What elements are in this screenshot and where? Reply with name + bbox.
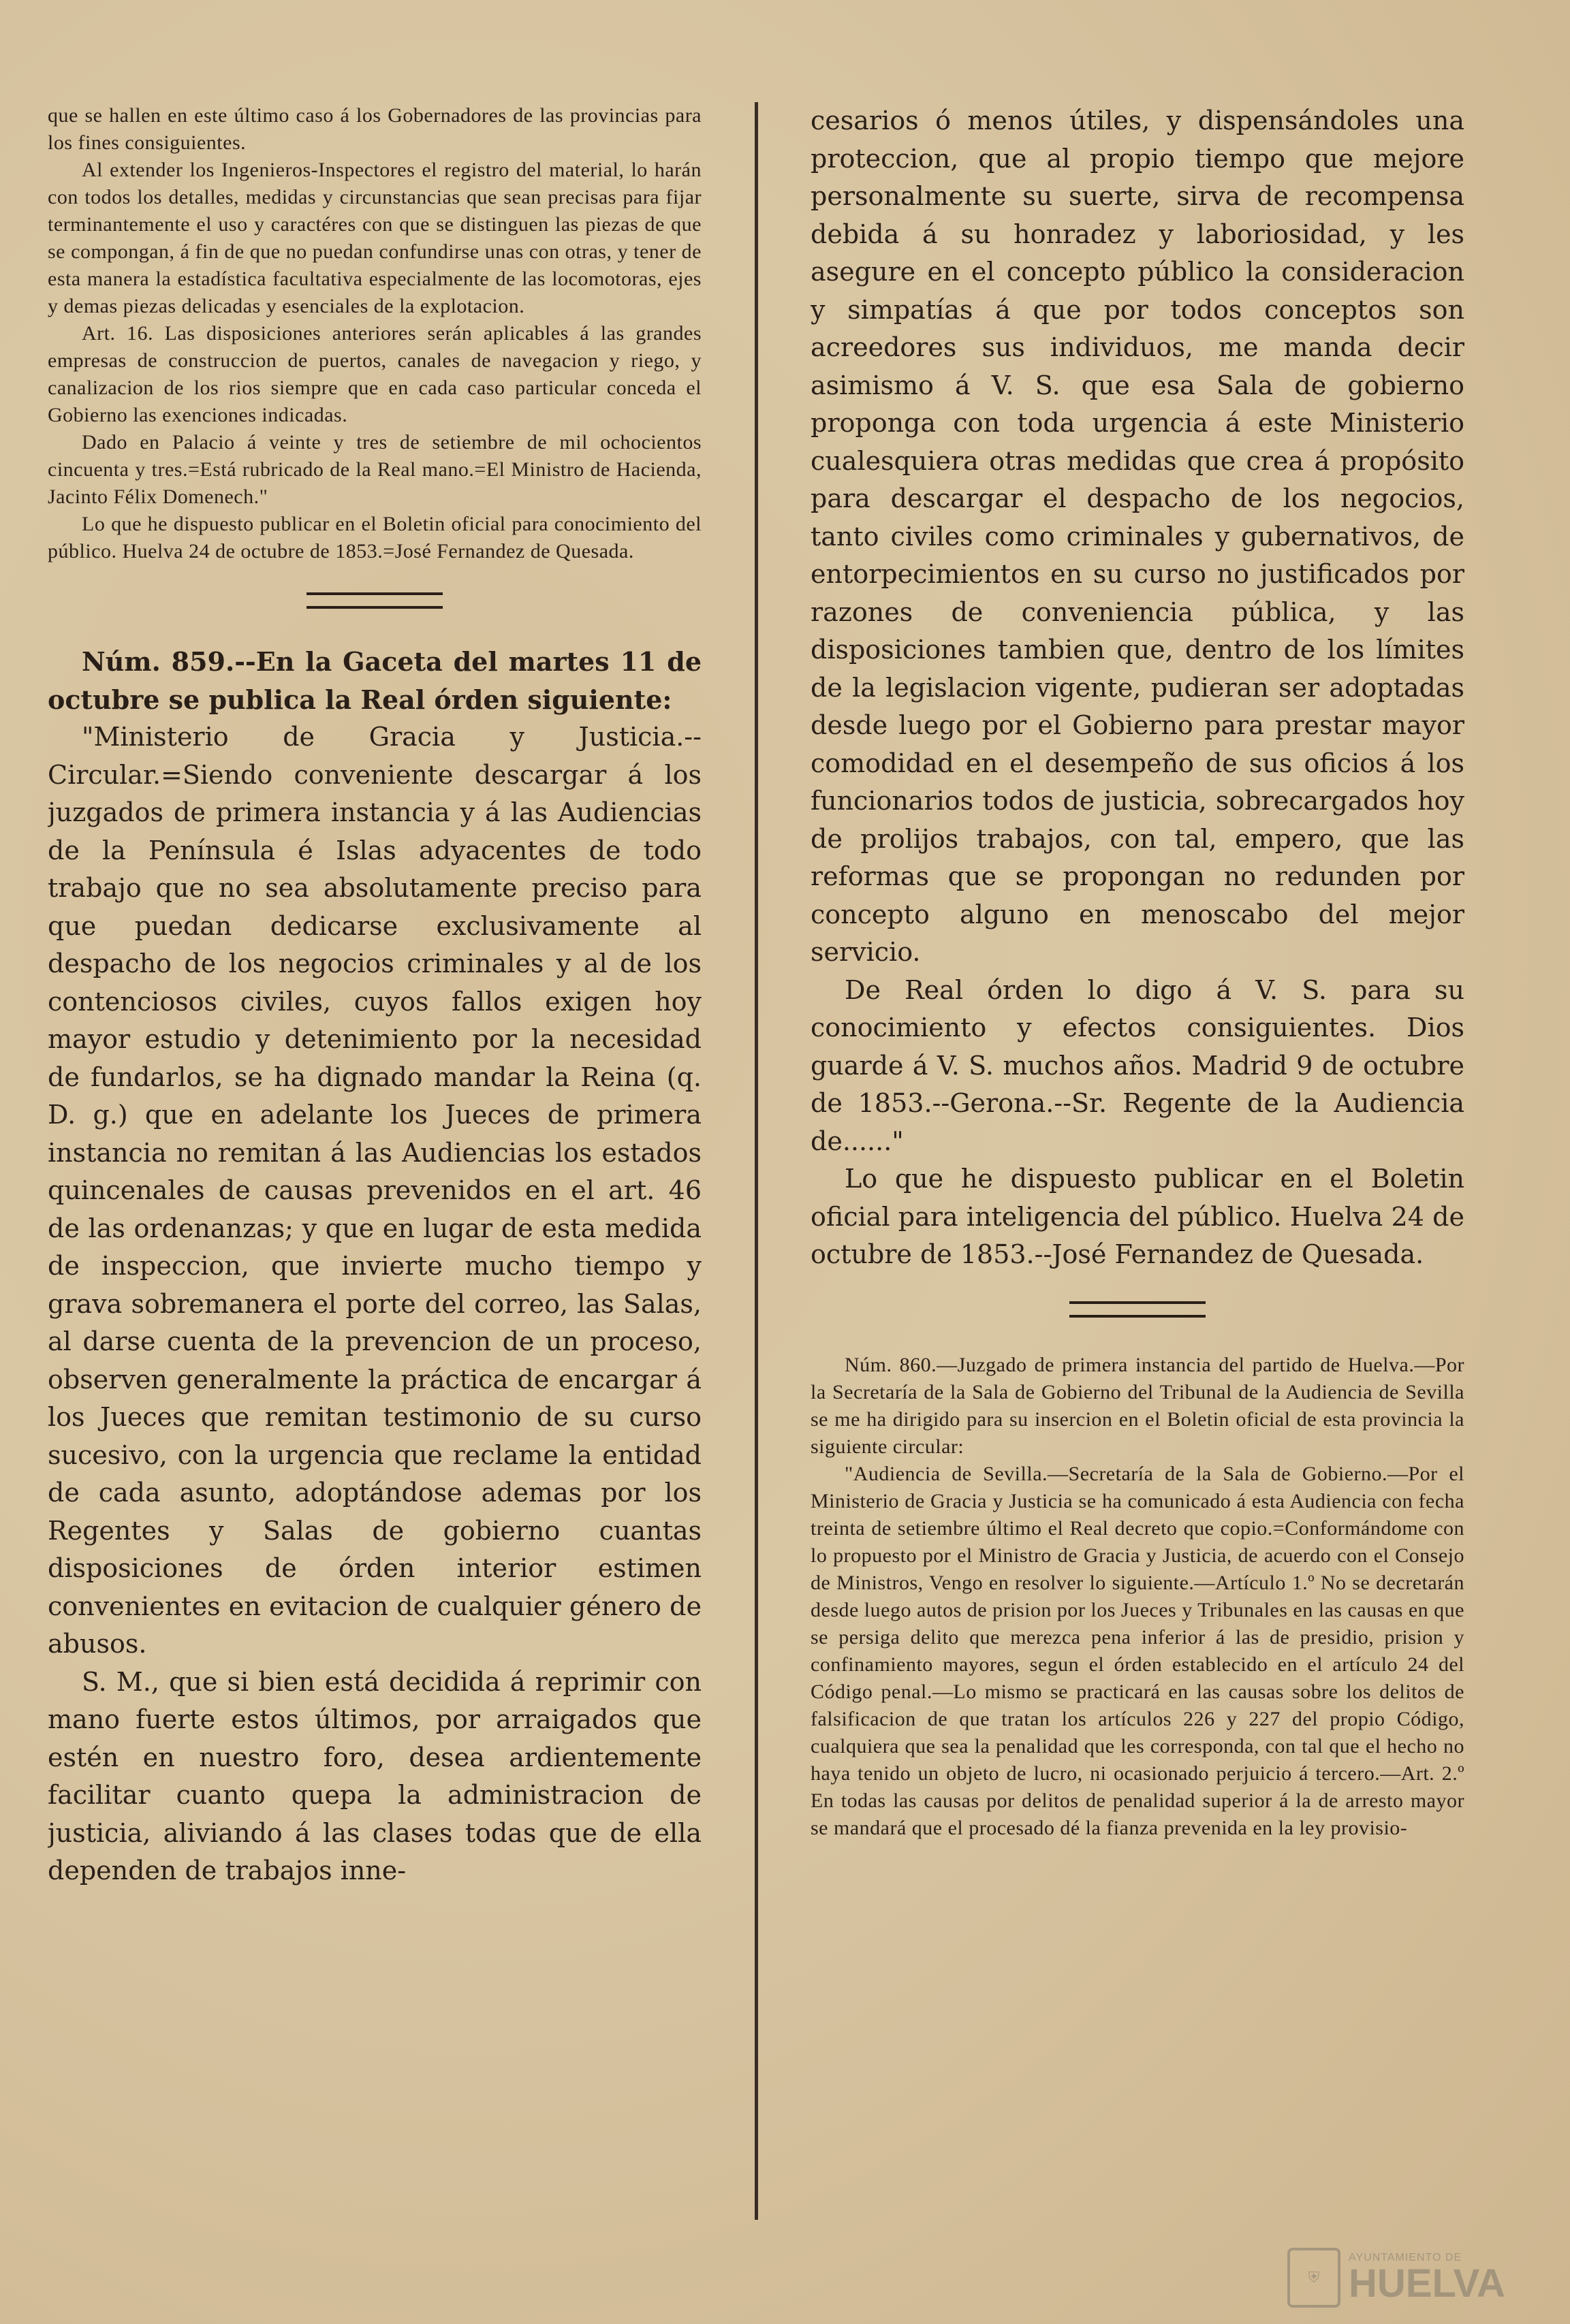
section-divider-rule bbox=[307, 592, 443, 609]
city-crest-icon: ⛨ bbox=[1287, 2248, 1340, 2308]
right-royal-order: De Real órden lo digo á V. S. para su conocimiento y efectos consiguientes. Dios guarde á V. S. muchos años. Madrid 9 de octubre de 1853.--Gerona.--Sr. Regente de la Audiencia de......" bbox=[811, 974, 1464, 1156]
notice-859-circular: "Ministerio de Gracia y Justicia.--Circular.=Siendo conveniente descargar á los juzgados de primera instancia y á las Audiencias de la Península é Islas adyacentes de todo trabajo que no sea absolutamente preciso para que puedan dedicarse exclusivamente al despacho de los negocios criminales y al de los contenciosos civiles, cuyos fallos exigen hoy mayor estudio y detenimiento por la necesidad de fundarlos, se ha dignado mandar la Reina (q. D. g.) que en adelante los Jueces de primera instancia no remitan á las Audiencias los estados quincenales de causas prevenidos en el art. 46 de las ordenanzas; y que en lugar de esta medida de inspeccion, que invierte mucho tiempo y grava sobremanera el porte del correo, las Salas, al darse cuenta de la prevencion de un proceso, observen generalmente la práctica de encargar á los Jueces que remitan testimonio de su curso sucesivo, con la urgencia que reclame la entidad de cada asunto, adoptándose ademas por los Regentes y Salas de gobierno cuantas disposiciones de órden interior estimen convenientes en evitacion de cualquier género de abusos. bbox=[48, 722, 702, 1659]
column-divider bbox=[755, 102, 758, 2220]
left-dated-signature: Dado en Palacio á veinte y tres de setiembre de mil ochocientos cincuenta y tres.=Está rubricado de la Real mano.=El Ministro de Hacienda, Jacinto Félix Domenech." bbox=[48, 431, 702, 508]
archive-watermark bbox=[1287, 2247, 1505, 2308]
notice-860-heading: Núm. 860.—Juzgado de primera instancia del partido de Huelva.—Por la Secretaría de la Sala de Gobierno del Tribunal de la Audiencia de Sevilla se me ha dirigido para su insercion en el Boletin oficial de esta provincia la siguiente circular: bbox=[811, 1353, 1464, 1458]
right-column bbox=[811, 102, 1464, 1842]
right-paragraph-1: cesarios ó menos útiles, y dispensándoles una proteccion, que al propio tiempo que mejore personalmente su suerte, sirva de recompensa debida á su honradez y laboriosidad, y les asegure en el concepto público la consideracion y simpatías á que por todos conceptos son acreedores sus individuos, me manda decir asimismo á V. S. que esa Sala de gobierno proponga con toda urgencia á este Ministerio cualesquiera otras medidas que crea á propósito para descargar el despacho de los negocios, tanto civiles como criminales y gubernativos, de entorpecimientos en su curso no justificados por razones de conveniencia pública, y las disposiciones tambien que, dentro de los límites de la legislacion vigente, pudieran ser adoptadas desde luego por el Gobierno para prestar mayor comodidad en el desempeño de sus oficios á los funcionarios todos de justicia, sobrecargados hoy de prolijos trabajos, con tal, empero, que las reformas que se propongan no redunden por concepto alguno en menoscabo del mejor servicio. bbox=[811, 106, 1464, 967]
left-publication-note: Lo que he dispuesto publicar en el Boletin oficial para conocimiento del público. Huelva 24 de octubre de 1853.=José Fernandez de Quesada. bbox=[48, 513, 702, 562]
watermark-text bbox=[1349, 2252, 1505, 2304]
left-paragraph-1: que se hallen en este último caso á los Gobernadores de las provincias para los fines consiguientes. bbox=[48, 104, 702, 154]
watermark-label: AYUNTAMIENTO DE bbox=[1349, 2252, 1462, 2263]
notice-860-circular: "Audiencia de Sevilla.—Secretaría de la Sala de Gobierno.—Por el Ministerio de Gracia y Justicia se ha comunicado á esta Audiencia con fecha treinta de setiembre último el Real decreto que copio.=Conformándome con lo propuesto por el Ministro de Gracia y Justicia, de acuerdo con el Consejo de Ministros, Vengo en resolver lo siguiente.—Artículo 1.º No se decretarán desde luego autos de prision por los Jueces y Tribunales en las causas en que se persiga delito que merezca pena inferior á las de presidio, prision y confinamiento mayores, segun el órden establecido en el artículo 24 del Código penal.—Lo mismo se practicará en las causas sobre los delitos de falsificacion de que tratan los artículos 226 y 227 del propio Código, cualquiera que sea la penalidad que les corresponda, con tal que el hecho no haya tenido un objeto de lucro, ni ocasionado perjuicio á tercero.—Art. 2.º En todas las causas por delitos de penalidad superior á la de arresto mayor se mandará que el procesado dé la fianza prevenida en la ley provisio- bbox=[811, 1462, 1464, 1839]
left-paragraph-2: Al extender los Ingenieros-Inspectores el registro del material, lo harán con todos los detalles, medidas y circunstancias que sean precisas para fijar terminantemente el uso y caractéres con que se distinguen las piezas de que se compongan, á fin de que no puedan confundirse unas con otras, y tener de esta manera la estadística facultativa especialmente de las locomotoras, ejes y demas piezas delicadas y esenciales de la explotacion. bbox=[48, 159, 702, 317]
notice-859-continuation: S. M., que si bien está decidida á reprimir con mano fuerte estos últimos, por arraigados que estén en nuestro foro, desea ardientemente facilitar cuanto quepa la administracion de justicia, aliviando á las clases todas que de ella dependen de trabajos inne- bbox=[48, 1666, 702, 1885]
section-divider-rule-2 bbox=[1069, 1301, 1206, 1318]
left-article-16: Art. 16. Las disposiciones anteriores serán aplicables á las grandes empresas de construccion de puertos, canales de navegacion y riego, y canalizacion de los rios siempre que en cada caso particular conceda el Gobierno las exenciones indicadas. bbox=[48, 322, 702, 426]
notice-859-heading: Núm. 859.--En la Gaceta del martes 11 de octubre se publica la Real órden siguiente: bbox=[48, 646, 702, 715]
left-column bbox=[48, 102, 702, 1890]
watermark-city: HUELVA bbox=[1349, 2261, 1505, 2306]
right-publication-note: Lo que he dispuesto publicar en el Boletin oficial para inteligencia del público. Huelva 24 de octubre de 1853.--José Fernandez de Quesada. bbox=[811, 1164, 1464, 1269]
